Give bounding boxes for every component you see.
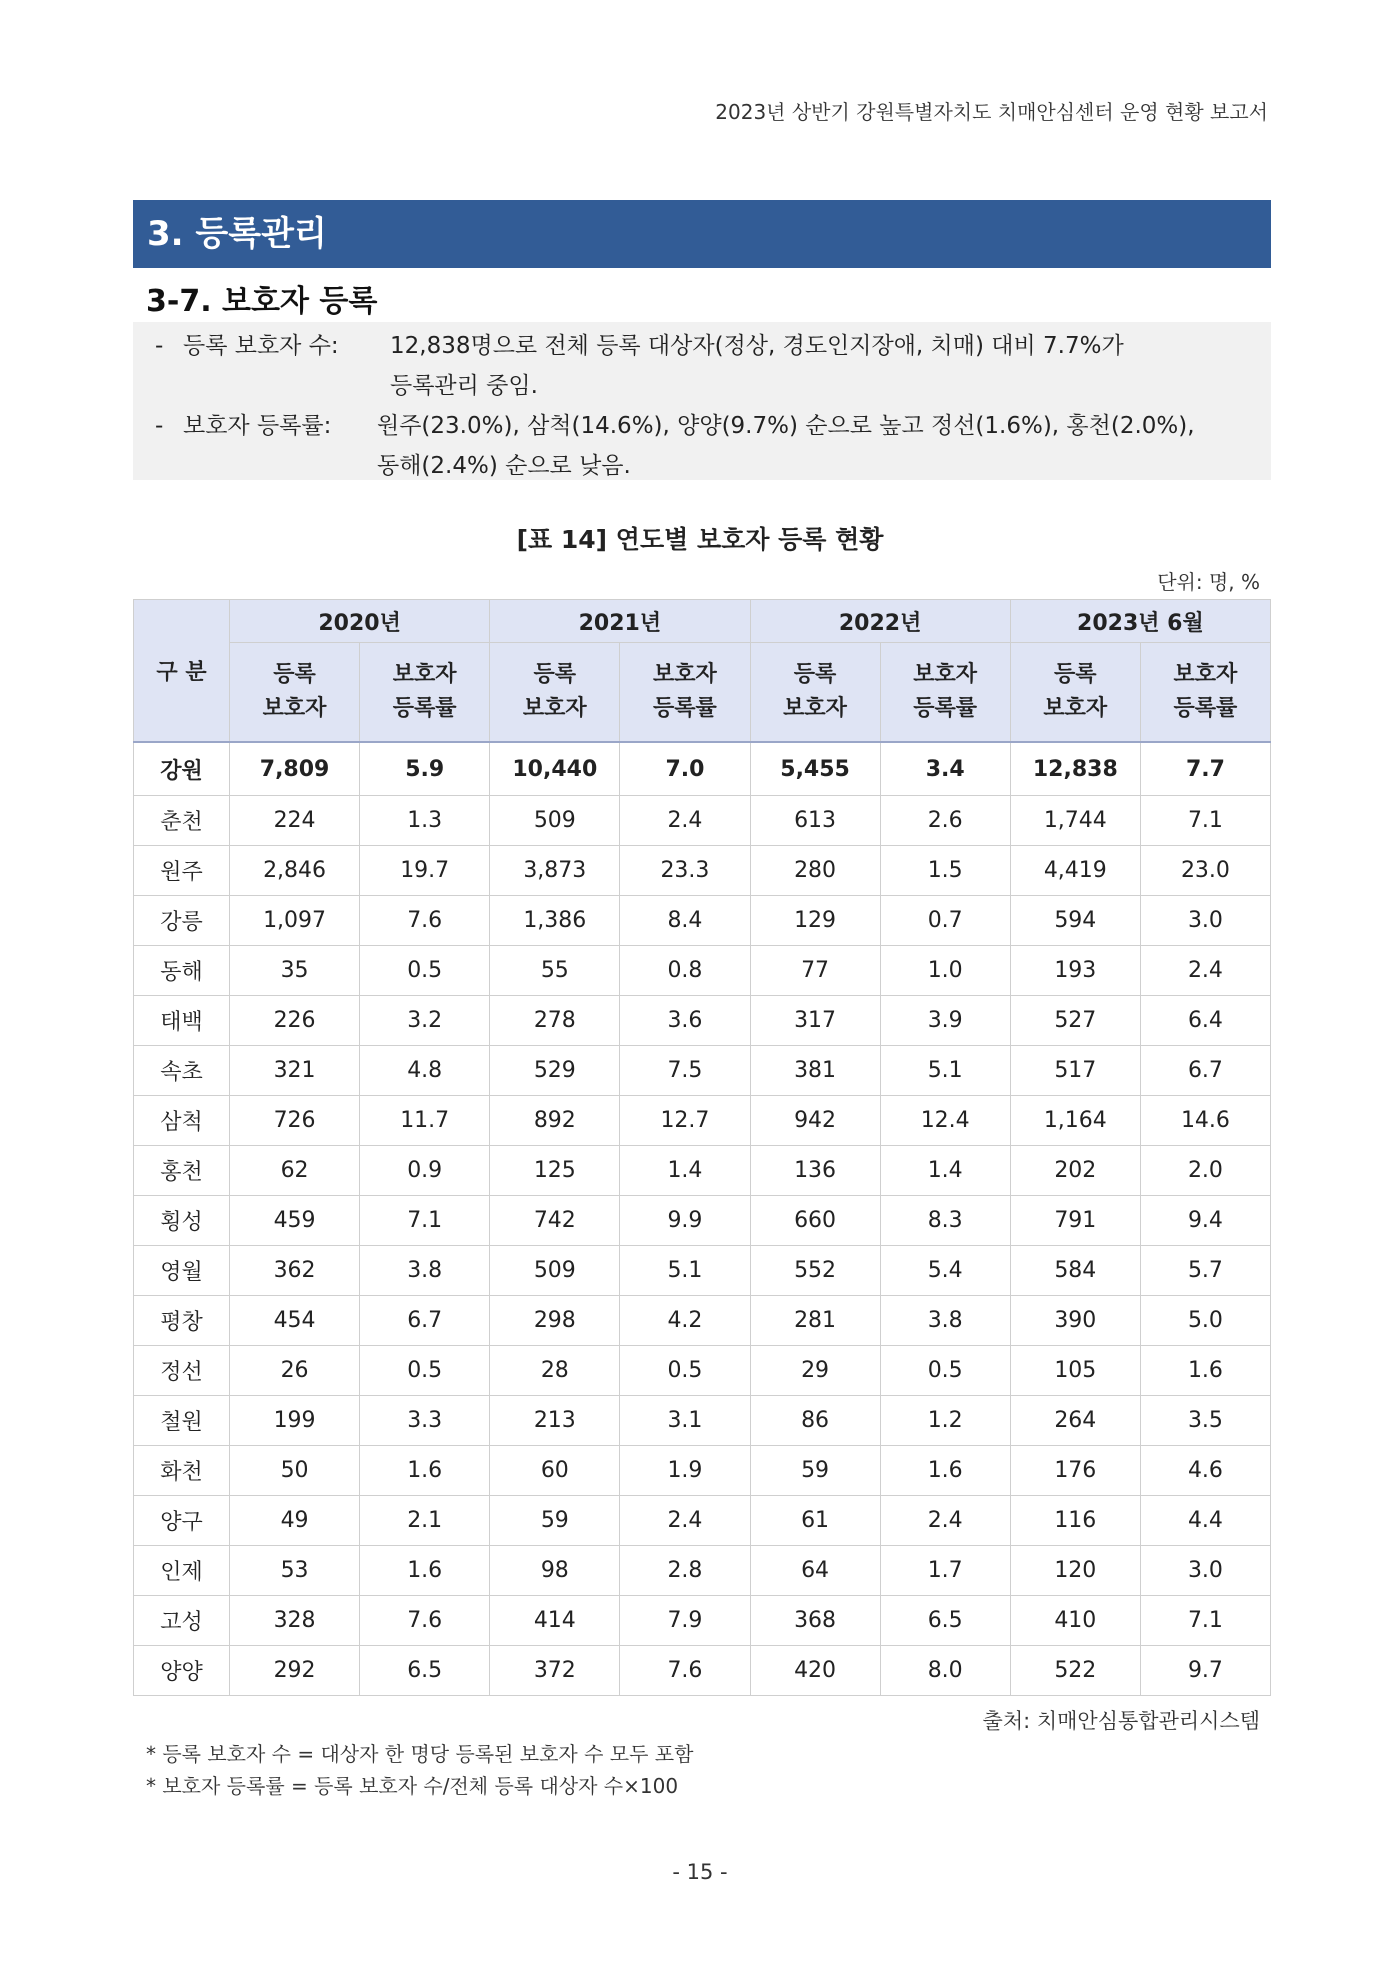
registered-count-cell: 12,838 bbox=[1010, 742, 1140, 796]
registered-count-cell: 120 bbox=[1010, 1546, 1140, 1596]
registered-count-cell: 77 bbox=[750, 946, 880, 996]
registration-rate-cell: 6.4 bbox=[1140, 996, 1270, 1046]
table-row bbox=[134, 1446, 1271, 1496]
registration-rate-cell: 9.7 bbox=[1140, 1646, 1270, 1696]
registered-count-cell: 49 bbox=[230, 1496, 360, 1546]
registration-rate-cell: 9.9 bbox=[620, 1196, 750, 1246]
registered-count-cell: 86 bbox=[750, 1396, 880, 1446]
registration-rate-cell: 2.4 bbox=[620, 1496, 750, 1546]
registration-rate-cell: 6.7 bbox=[1140, 1046, 1270, 1096]
registration-rate-cell: 3.4 bbox=[880, 742, 1010, 796]
registration-rate-cell: 0.7 bbox=[880, 896, 1010, 946]
registered-count-cell: 53 bbox=[230, 1546, 360, 1596]
region-cell: 평창 bbox=[134, 1296, 230, 1346]
table-row bbox=[134, 1146, 1271, 1196]
year-header: 2022년 bbox=[750, 600, 1010, 643]
registration-rate-cell: 14.6 bbox=[1140, 1096, 1270, 1146]
caregiver-registration-table bbox=[133, 599, 1271, 1696]
registration-rate-cell: 5.9 bbox=[360, 742, 490, 796]
registration-rate-cell: 0.5 bbox=[880, 1346, 1010, 1396]
column-header-line: 등록률 bbox=[913, 696, 978, 721]
region-cell: 강원 bbox=[134, 742, 230, 796]
column-header-line: 보호자 bbox=[1043, 696, 1108, 721]
registration-rate-cell: 1.0 bbox=[880, 946, 1010, 996]
summary-item-rate-cont bbox=[155, 446, 1271, 486]
section-title: 3. 등록관리 bbox=[133, 200, 1271, 268]
region-cell: 동해 bbox=[134, 946, 230, 996]
registered-count-cell: 61 bbox=[750, 1496, 880, 1546]
registered-count-cell: 372 bbox=[490, 1646, 620, 1696]
registration-rate-cell: 3.0 bbox=[1140, 896, 1270, 946]
corner-header: 구 분 bbox=[134, 600, 230, 743]
registration-rate-cell: 23.0 bbox=[1140, 846, 1270, 896]
registration-rate-cell: 5.1 bbox=[620, 1246, 750, 1296]
registered-count-cell: 202 bbox=[1010, 1146, 1140, 1196]
region-cell: 홍천 bbox=[134, 1146, 230, 1196]
registration-rate-cell: 2.4 bbox=[1140, 946, 1270, 996]
registered-count-cell: 410 bbox=[1010, 1596, 1140, 1646]
region-cell: 고성 bbox=[134, 1596, 230, 1646]
registered-count-cell: 199 bbox=[230, 1396, 360, 1446]
table-unit: 단위: 명, % bbox=[1157, 570, 1260, 594]
region-cell: 원주 bbox=[134, 846, 230, 896]
region-cell: 영월 bbox=[134, 1246, 230, 1296]
table-row bbox=[134, 1496, 1271, 1546]
table-row bbox=[134, 1596, 1271, 1646]
registered-count-cell: 3,873 bbox=[490, 846, 620, 896]
registration-rate-cell: 3.1 bbox=[620, 1396, 750, 1446]
region-cell: 강릉 bbox=[134, 896, 230, 946]
registration-rate-cell: 1.4 bbox=[620, 1146, 750, 1196]
region-cell: 춘천 bbox=[134, 796, 230, 846]
table-row bbox=[134, 1346, 1271, 1396]
registration-rate-cell: 7.6 bbox=[620, 1646, 750, 1696]
registered-count-cell: 116 bbox=[1010, 1496, 1140, 1546]
registration-rate-cell: 7.6 bbox=[360, 896, 490, 946]
registration-rate-cell: 1.3 bbox=[360, 796, 490, 846]
registered-count-cell: 226 bbox=[230, 996, 360, 1046]
region-cell: 철원 bbox=[134, 1396, 230, 1446]
registration-rate-cell: 7.0 bbox=[620, 742, 750, 796]
registered-count-cell: 193 bbox=[1010, 946, 1140, 996]
registration-rate-cell: 0.5 bbox=[620, 1346, 750, 1396]
registration-rate-cell: 1.5 bbox=[880, 846, 1010, 896]
column-header-line: 보호자 bbox=[522, 696, 587, 721]
registered-count-cell: 281 bbox=[750, 1296, 880, 1346]
column-header bbox=[880, 643, 1010, 743]
column-header bbox=[1010, 643, 1140, 743]
registered-count-cell: 5,455 bbox=[750, 742, 880, 796]
registration-rate-cell: 0.9 bbox=[360, 1146, 490, 1196]
column-header-line: 등록률 bbox=[1173, 696, 1238, 721]
registration-rate-cell: 4.8 bbox=[360, 1046, 490, 1096]
region-cell: 양구 bbox=[134, 1496, 230, 1546]
region-cell: 정선 bbox=[134, 1346, 230, 1396]
column-header-line: 보호자 bbox=[1173, 662, 1238, 687]
table-row bbox=[134, 1246, 1271, 1296]
registered-count-cell: 35 bbox=[230, 946, 360, 996]
registration-rate-cell: 5.7 bbox=[1140, 1246, 1270, 1296]
registration-rate-cell: 2.4 bbox=[880, 1496, 1010, 1546]
registration-rate-cell: 3.8 bbox=[360, 1246, 490, 1296]
year-header: 2020년 bbox=[230, 600, 490, 643]
registration-rate-cell: 2.0 bbox=[1140, 1146, 1270, 1196]
registered-count-cell: 1,386 bbox=[490, 896, 620, 946]
subsection-title: 3-7. 보호자 등록 bbox=[146, 284, 378, 319]
registration-rate-cell: 0.8 bbox=[620, 946, 750, 996]
source-note: 출처: 치매안심통합관리시스템 bbox=[982, 1709, 1260, 1733]
registered-count-cell: 517 bbox=[1010, 1046, 1140, 1096]
registered-count-cell: 278 bbox=[490, 996, 620, 1046]
registered-count-cell: 414 bbox=[490, 1596, 620, 1646]
registered-count-cell: 459 bbox=[230, 1196, 360, 1246]
registered-count-cell: 213 bbox=[490, 1396, 620, 1446]
registered-count-cell: 59 bbox=[490, 1496, 620, 1546]
table-row bbox=[134, 1546, 1271, 1596]
region-cell: 양양 bbox=[134, 1646, 230, 1696]
year-header: 2021년 bbox=[490, 600, 750, 643]
registration-rate-cell: 19.7 bbox=[360, 846, 490, 896]
summary-item-count bbox=[155, 326, 1271, 366]
registration-rate-cell: 3.3 bbox=[360, 1396, 490, 1446]
column-header-line: 보호자 bbox=[262, 696, 327, 721]
registered-count-cell: 509 bbox=[490, 796, 620, 846]
region-cell: 인제 bbox=[134, 1546, 230, 1596]
region-cell: 속초 bbox=[134, 1046, 230, 1096]
registered-count-cell: 529 bbox=[490, 1046, 620, 1096]
registered-count-cell: 613 bbox=[750, 796, 880, 846]
bullet-dash: - bbox=[155, 333, 164, 359]
registered-count-cell: 176 bbox=[1010, 1446, 1140, 1496]
registration-rate-cell: 7.1 bbox=[1140, 796, 1270, 846]
summary-text: 원주(23.0%), 삼척(14.6%), 양양(9.7%) 순으로 높고 정선(1.6%), 홍천(2.0%), bbox=[377, 413, 1195, 439]
summary-box bbox=[133, 322, 1271, 480]
registration-rate-cell: 23.3 bbox=[620, 846, 750, 896]
registration-rate-cell: 3.5 bbox=[1140, 1396, 1270, 1446]
registration-rate-cell: 8.0 bbox=[880, 1646, 1010, 1696]
registered-count-cell: 10,440 bbox=[490, 742, 620, 796]
registered-count-cell: 368 bbox=[750, 1596, 880, 1646]
registration-rate-cell: 5.4 bbox=[880, 1246, 1010, 1296]
registered-count-cell: 726 bbox=[230, 1096, 360, 1146]
registration-rate-cell: 3.2 bbox=[360, 996, 490, 1046]
registered-count-cell: 660 bbox=[750, 1196, 880, 1246]
registration-rate-cell: 1.6 bbox=[360, 1446, 490, 1496]
registered-count-cell: 1,097 bbox=[230, 896, 360, 946]
registered-count-cell: 64 bbox=[750, 1546, 880, 1596]
column-header bbox=[1140, 643, 1270, 743]
table-row-total bbox=[134, 742, 1271, 796]
region-cell: 태백 bbox=[134, 996, 230, 1046]
table-row bbox=[134, 1046, 1271, 1096]
column-header-line: 보호자 bbox=[392, 662, 457, 687]
registration-rate-cell: 0.5 bbox=[360, 946, 490, 996]
registration-rate-cell: 1.6 bbox=[880, 1446, 1010, 1496]
column-header-line: 보호자 bbox=[653, 662, 717, 687]
registered-count-cell: 594 bbox=[1010, 896, 1140, 946]
summary-text: 12,838명으로 전체 등록 대상자(정상, 경도인지장애, 치매) 대비 7.7%가 bbox=[390, 333, 1124, 359]
registered-count-cell: 29 bbox=[750, 1346, 880, 1396]
registration-rate-cell: 8.3 bbox=[880, 1196, 1010, 1246]
column-header bbox=[620, 643, 750, 743]
column-header bbox=[750, 643, 880, 743]
registration-rate-cell: 4.6 bbox=[1140, 1446, 1270, 1496]
registered-count-cell: 509 bbox=[490, 1246, 620, 1296]
registered-count-cell: 59 bbox=[750, 1446, 880, 1496]
summary-text: 동해(2.4%) 순으로 낮음. bbox=[377, 453, 631, 479]
column-header-line: 등록 bbox=[793, 662, 837, 687]
registration-rate-cell: 2.4 bbox=[620, 796, 750, 846]
year-header: 2023년 6월 bbox=[1010, 600, 1270, 643]
table-row bbox=[134, 896, 1271, 946]
registered-count-cell: 527 bbox=[1010, 996, 1140, 1046]
registered-count-cell: 105 bbox=[1010, 1346, 1140, 1396]
registration-rate-cell: 1.6 bbox=[1140, 1346, 1270, 1396]
summary-item-count-cont bbox=[155, 366, 1271, 406]
registered-count-cell: 55 bbox=[490, 946, 620, 996]
registered-count-cell: 60 bbox=[490, 1446, 620, 1496]
summary-text: 등록관리 중임. bbox=[390, 373, 538, 399]
registration-rate-cell: 2.6 bbox=[880, 796, 1010, 846]
registration-rate-cell: 4.2 bbox=[620, 1296, 750, 1346]
registered-count-cell: 292 bbox=[230, 1646, 360, 1696]
summary-label: 등록 보호자 수: bbox=[183, 333, 339, 359]
registration-rate-cell: 3.0 bbox=[1140, 1546, 1270, 1596]
registered-count-cell: 942 bbox=[750, 1096, 880, 1146]
registered-count-cell: 1,164 bbox=[1010, 1096, 1140, 1146]
column-header-line: 등록 bbox=[273, 662, 316, 687]
registration-rate-cell: 1.9 bbox=[620, 1446, 750, 1496]
registered-count-cell: 328 bbox=[230, 1596, 360, 1646]
registration-rate-cell: 3.6 bbox=[620, 996, 750, 1046]
column-header bbox=[360, 643, 490, 743]
table-row bbox=[134, 1396, 1271, 1446]
registered-count-cell: 298 bbox=[490, 1296, 620, 1346]
table-row bbox=[134, 846, 1271, 896]
region-cell: 횡성 bbox=[134, 1196, 230, 1246]
registered-count-cell: 454 bbox=[230, 1296, 360, 1346]
column-header-line: 등록률 bbox=[392, 696, 457, 721]
registration-rate-cell: 3.9 bbox=[880, 996, 1010, 1046]
registration-rate-cell: 1.7 bbox=[880, 1546, 1010, 1596]
registration-rate-cell: 7.5 bbox=[620, 1046, 750, 1096]
table-row bbox=[134, 946, 1271, 996]
table-row bbox=[134, 796, 1271, 846]
registered-count-cell: 26 bbox=[230, 1346, 360, 1396]
column-header-line: 보호자 bbox=[783, 696, 847, 721]
region-cell: 삼척 bbox=[134, 1096, 230, 1146]
column-header bbox=[230, 643, 360, 743]
registered-count-cell: 98 bbox=[490, 1546, 620, 1596]
registration-rate-cell: 5.1 bbox=[880, 1046, 1010, 1096]
table-row bbox=[134, 1296, 1271, 1346]
registered-count-cell: 420 bbox=[750, 1646, 880, 1696]
registered-count-cell: 892 bbox=[490, 1096, 620, 1146]
registration-rate-cell: 5.0 bbox=[1140, 1296, 1270, 1346]
table-row bbox=[134, 996, 1271, 1046]
registered-count-cell: 522 bbox=[1010, 1646, 1140, 1696]
table-row bbox=[134, 1646, 1271, 1696]
registration-rate-cell: 9.4 bbox=[1140, 1196, 1270, 1246]
footnote: * 등록 보호자 수 = 대상자 한 명당 등록된 보호자 수 모두 포함 bbox=[146, 1742, 694, 1766]
registration-rate-cell: 7.7 bbox=[1140, 742, 1270, 796]
registration-rate-cell: 11.7 bbox=[360, 1096, 490, 1146]
registration-rate-cell: 12.7 bbox=[620, 1096, 750, 1146]
registration-rate-cell: 7.1 bbox=[360, 1196, 490, 1246]
registered-count-cell: 552 bbox=[750, 1246, 880, 1296]
registered-count-cell: 7,809 bbox=[230, 742, 360, 796]
registered-count-cell: 28 bbox=[490, 1346, 620, 1396]
registered-count-cell: 129 bbox=[750, 896, 880, 946]
registered-count-cell: 1,744 bbox=[1010, 796, 1140, 846]
registration-rate-cell: 3.8 bbox=[880, 1296, 1010, 1346]
footnote: * 보호자 등록률 = 등록 보호자 수/전체 등록 대상자 수×100 bbox=[146, 1774, 679, 1798]
registration-rate-cell: 2.1 bbox=[360, 1496, 490, 1546]
column-header bbox=[490, 643, 620, 743]
registered-count-cell: 381 bbox=[750, 1046, 880, 1096]
registered-count-cell: 791 bbox=[1010, 1196, 1140, 1246]
region-cell: 화천 bbox=[134, 1446, 230, 1496]
registration-rate-cell: 4.4 bbox=[1140, 1496, 1270, 1546]
registered-count-cell: 125 bbox=[490, 1146, 620, 1196]
registered-count-cell: 584 bbox=[1010, 1246, 1140, 1296]
registration-rate-cell: 12.4 bbox=[880, 1096, 1010, 1146]
registration-rate-cell: 6.5 bbox=[880, 1596, 1010, 1646]
registration-rate-cell: 7.6 bbox=[360, 1596, 490, 1646]
column-header-line: 등록 bbox=[1054, 662, 1097, 687]
registration-rate-cell: 8.4 bbox=[620, 896, 750, 946]
registration-rate-cell: 6.5 bbox=[360, 1646, 490, 1696]
registered-count-cell: 280 bbox=[750, 846, 880, 896]
registered-count-cell: 62 bbox=[230, 1146, 360, 1196]
page-number: - 15 - bbox=[672, 1860, 728, 1884]
table-caption: [표 14] 연도별 보호자 등록 현황 bbox=[516, 525, 884, 554]
registered-count-cell: 742 bbox=[490, 1196, 620, 1246]
registration-rate-cell: 7.1 bbox=[1140, 1596, 1270, 1646]
registration-rate-cell: 6.7 bbox=[360, 1296, 490, 1346]
registration-rate-cell: 0.5 bbox=[360, 1346, 490, 1396]
table-row bbox=[134, 1196, 1271, 1246]
registered-count-cell: 224 bbox=[230, 796, 360, 846]
table-row bbox=[134, 1096, 1271, 1146]
registration-rate-cell: 1.4 bbox=[880, 1146, 1010, 1196]
bullet-dash: - bbox=[155, 413, 164, 439]
registered-count-cell: 264 bbox=[1010, 1396, 1140, 1446]
registration-rate-cell: 2.8 bbox=[620, 1546, 750, 1596]
registration-rate-cell: 7.9 bbox=[620, 1596, 750, 1646]
registered-count-cell: 321 bbox=[230, 1046, 360, 1096]
registered-count-cell: 362 bbox=[230, 1246, 360, 1296]
registered-count-cell: 50 bbox=[230, 1446, 360, 1496]
registered-count-cell: 390 bbox=[1010, 1296, 1140, 1346]
registered-count-cell: 2,846 bbox=[230, 846, 360, 896]
summary-item-rate bbox=[155, 406, 1271, 446]
registered-count-cell: 136 bbox=[750, 1146, 880, 1196]
registration-rate-cell: 1.6 bbox=[360, 1546, 490, 1596]
registration-rate-cell: 1.2 bbox=[880, 1396, 1010, 1446]
summary-label: 보호자 등록률: bbox=[183, 413, 332, 439]
registered-count-cell: 4,419 bbox=[1010, 846, 1140, 896]
running-header: 2023년 상반기 강원특별자치도 치매안심센터 운영 현황 보고서 bbox=[715, 100, 1268, 124]
registered-count-cell: 317 bbox=[750, 996, 880, 1046]
column-header-line: 등록 bbox=[533, 662, 577, 687]
column-header-line: 등록률 bbox=[653, 696, 717, 721]
column-header-line: 보호자 bbox=[913, 662, 978, 687]
